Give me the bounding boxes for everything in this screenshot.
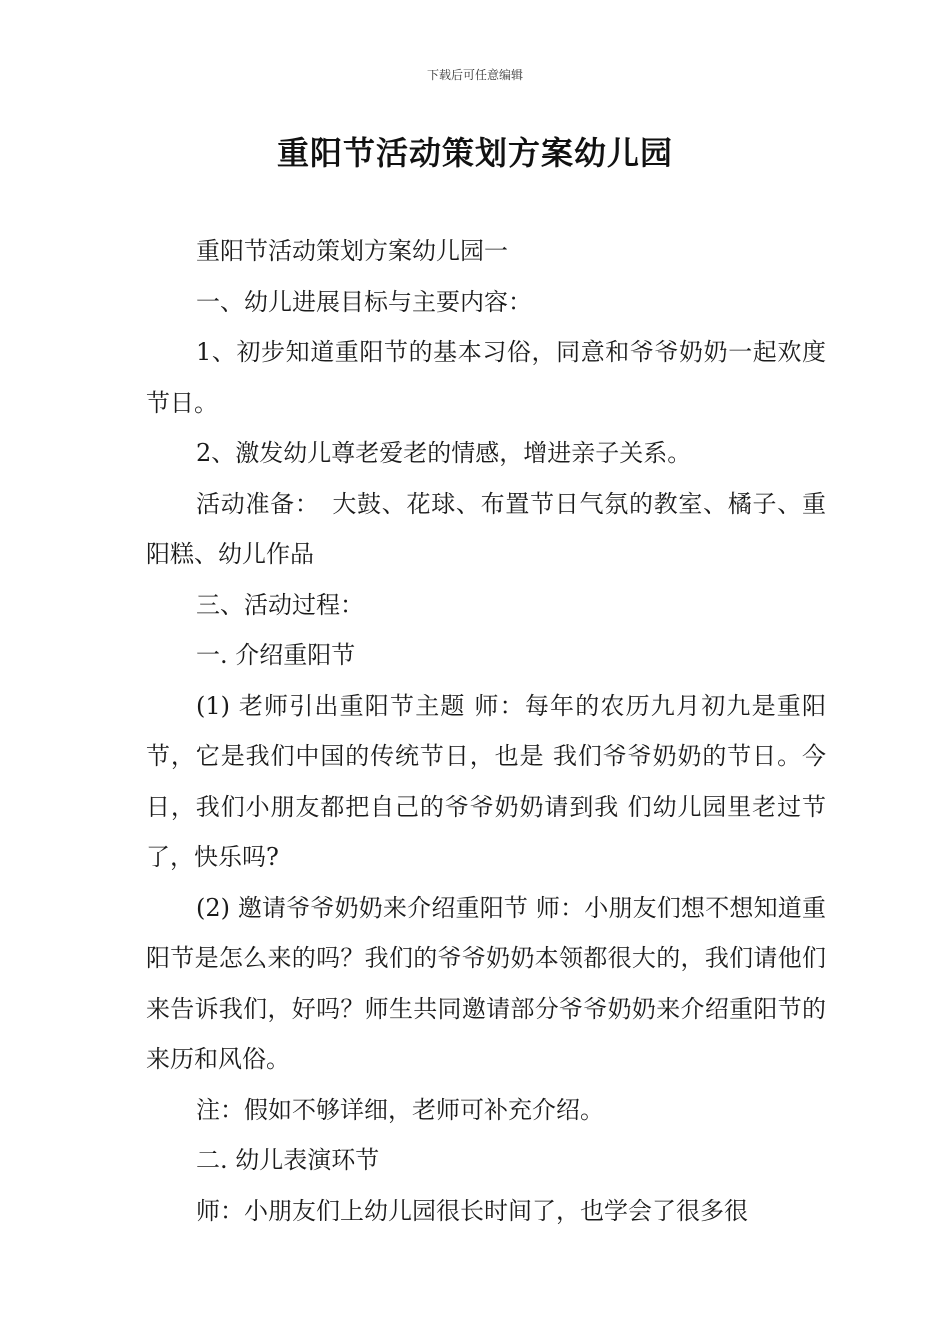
paragraph: 师：小朋友们上幼儿园很长时间了，也学会了很多很 <box>196 1196 748 1225</box>
paragraph: 注：假如不够详细，老师可补充介绍。 <box>196 1095 604 1124</box>
paragraph: 二. 幼儿表演环节 <box>196 1146 380 1174</box>
document-title: 重阳节活动策划方案幼儿园 <box>276 134 673 172</box>
paragraph: 重阳节活动策划方案幼儿园一 <box>196 237 508 265</box>
paragraph: 一. 介绍重阳节 <box>196 641 356 669</box>
paragraph: 1、初步知道重阳节的基本习俗，同意和爷爷奶奶一起欢度节日。 <box>146 338 826 417</box>
paragraph: (2) 邀请爷爷奶奶来介绍重阳节 师：小朋友们想不想知道重阳节是怎么来的吗？我们的爷爷奶奶本领都很大的，我们请他们来告诉我们，好吗？师生共同邀请部分爷爷奶奶来介绍重阳节的来历和风俗。 <box>146 893 826 1073</box>
paragraph: 三、活动过程： <box>196 590 364 619</box>
document-body <box>146 226 826 1236</box>
header-note: 下载后可任意编辑 <box>426 68 523 82</box>
paragraph: 活动准备： 大鼓、花球、布置节日气氛的教室、橘子、重阳糕、幼儿作品 <box>146 489 826 568</box>
paragraph: 2、激发幼儿尊老爱老的情感，增进亲子关系。 <box>196 439 692 467</box>
paragraph: (1) 老师引出重阳节主题 师：每年的农历九月初九是重阳节，它是我们中国的传统节日，也是 我们爷爷奶奶的节日。今日，我们小朋友都把自己的爷爷奶奶请到我 们幼儿园里老过节了，快乐吗? <box>146 691 826 871</box>
paragraph: 一、幼儿进展目标与主要内容： <box>196 287 532 316</box>
